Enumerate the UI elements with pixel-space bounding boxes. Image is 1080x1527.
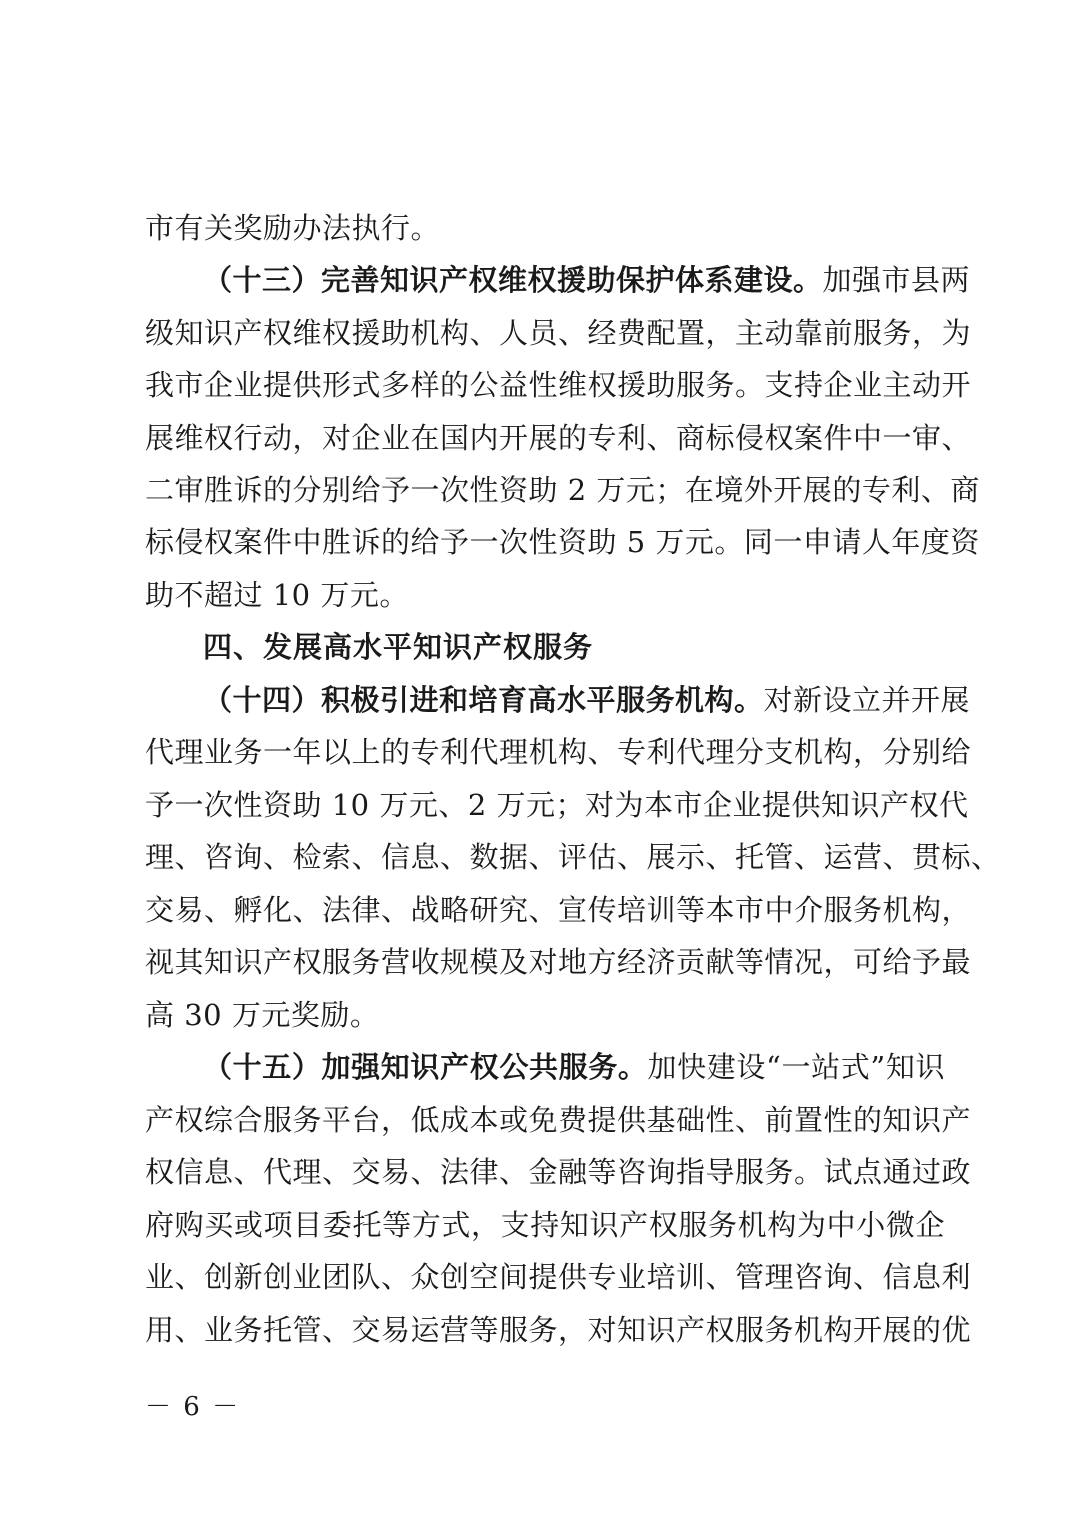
paragraph-line: 业、创新创业团队、众创空间提供专业培训、管理咨询、信息利 (145, 1260, 972, 1294)
paragraph-line: 代理业务一年以上的专利代理机构、专利代理分支机构，分别给 (145, 735, 972, 769)
paragraph-line: 高 30 万元奖励。 (145, 998, 380, 1032)
paragraph-line: 交易、孵化、法律、战略研究、宣传培训等本市中介服务机构， (145, 893, 972, 927)
paragraph-line: 理、咨询、检索、信息、数据、评估、展示、托管、运营、贯标、 (145, 840, 1001, 874)
paragraph-line: 我市企业提供形式多样的公益性维权援助服务。支持企业主动开 (145, 368, 972, 402)
paragraph-line: 对新设立并开展 (763, 683, 971, 717)
paragraph-13-heading: （十三）完善知识产权维权援助保护体系建设。 (203, 263, 823, 297)
section-heading: 四、发展高水平知识产权服务 (203, 630, 594, 664)
page-number: － 6 － (145, 1392, 241, 1422)
paragraph-line: 标侵权案件中胜诉的给予一次性资助 5 万元。同一申请人年度资 (145, 525, 980, 559)
paragraph-13-first-line (203, 260, 971, 300)
paragraph-line: 二审胜诉的分别给予一次性资助 2 万元；在境外开展的专利、商 (145, 473, 980, 507)
paragraph-15-first-line (203, 1047, 945, 1087)
paragraph-line: 级知识产权维权援助机构、人员、经费配置，主动靠前服务，为 (145, 316, 972, 350)
paragraph-line: 府购买或项目委托等方式，支持知识产权服务机构为中小微企 (145, 1208, 945, 1242)
paragraph-14-heading: （十四）积极引进和培育高水平服务机构。 (203, 683, 764, 717)
paragraph-line: 加强市县两 (822, 263, 971, 297)
paragraph-15-heading: （十五）加强知识产权公共服务。 (203, 1050, 648, 1084)
paragraph-line: 权信息、代理、交易、法律、金融等咨询指导服务。试点通过政 (145, 1155, 972, 1189)
paragraph-line: 市有关奖励办法执行。 (145, 211, 441, 245)
paragraph-14-first-line (203, 680, 971, 720)
paragraph-line: 予一次性资助 10 万元、2 万元；对为本市企业提供知识产权代 (145, 788, 969, 822)
paragraph-line: 助不超过 10 万元。 (145, 578, 409, 612)
paragraph-line: 加快建设“一站式”知识 (647, 1050, 945, 1084)
paragraph-line: 展维权行动，对企业在国内开展的专利、商标侵权案件中一审、 (145, 421, 972, 455)
paragraph-line: 用、业务托管、交易运营等服务，对知识产权服务机构开展的优 (145, 1313, 972, 1347)
paragraph-line: 产权综合服务平台，低成本或免费提供基础性、前置性的知识产 (145, 1103, 972, 1137)
paragraph-line: 视其知识产权服务营收规模及对地方经济贡献等情况，可给予最 (145, 945, 972, 979)
